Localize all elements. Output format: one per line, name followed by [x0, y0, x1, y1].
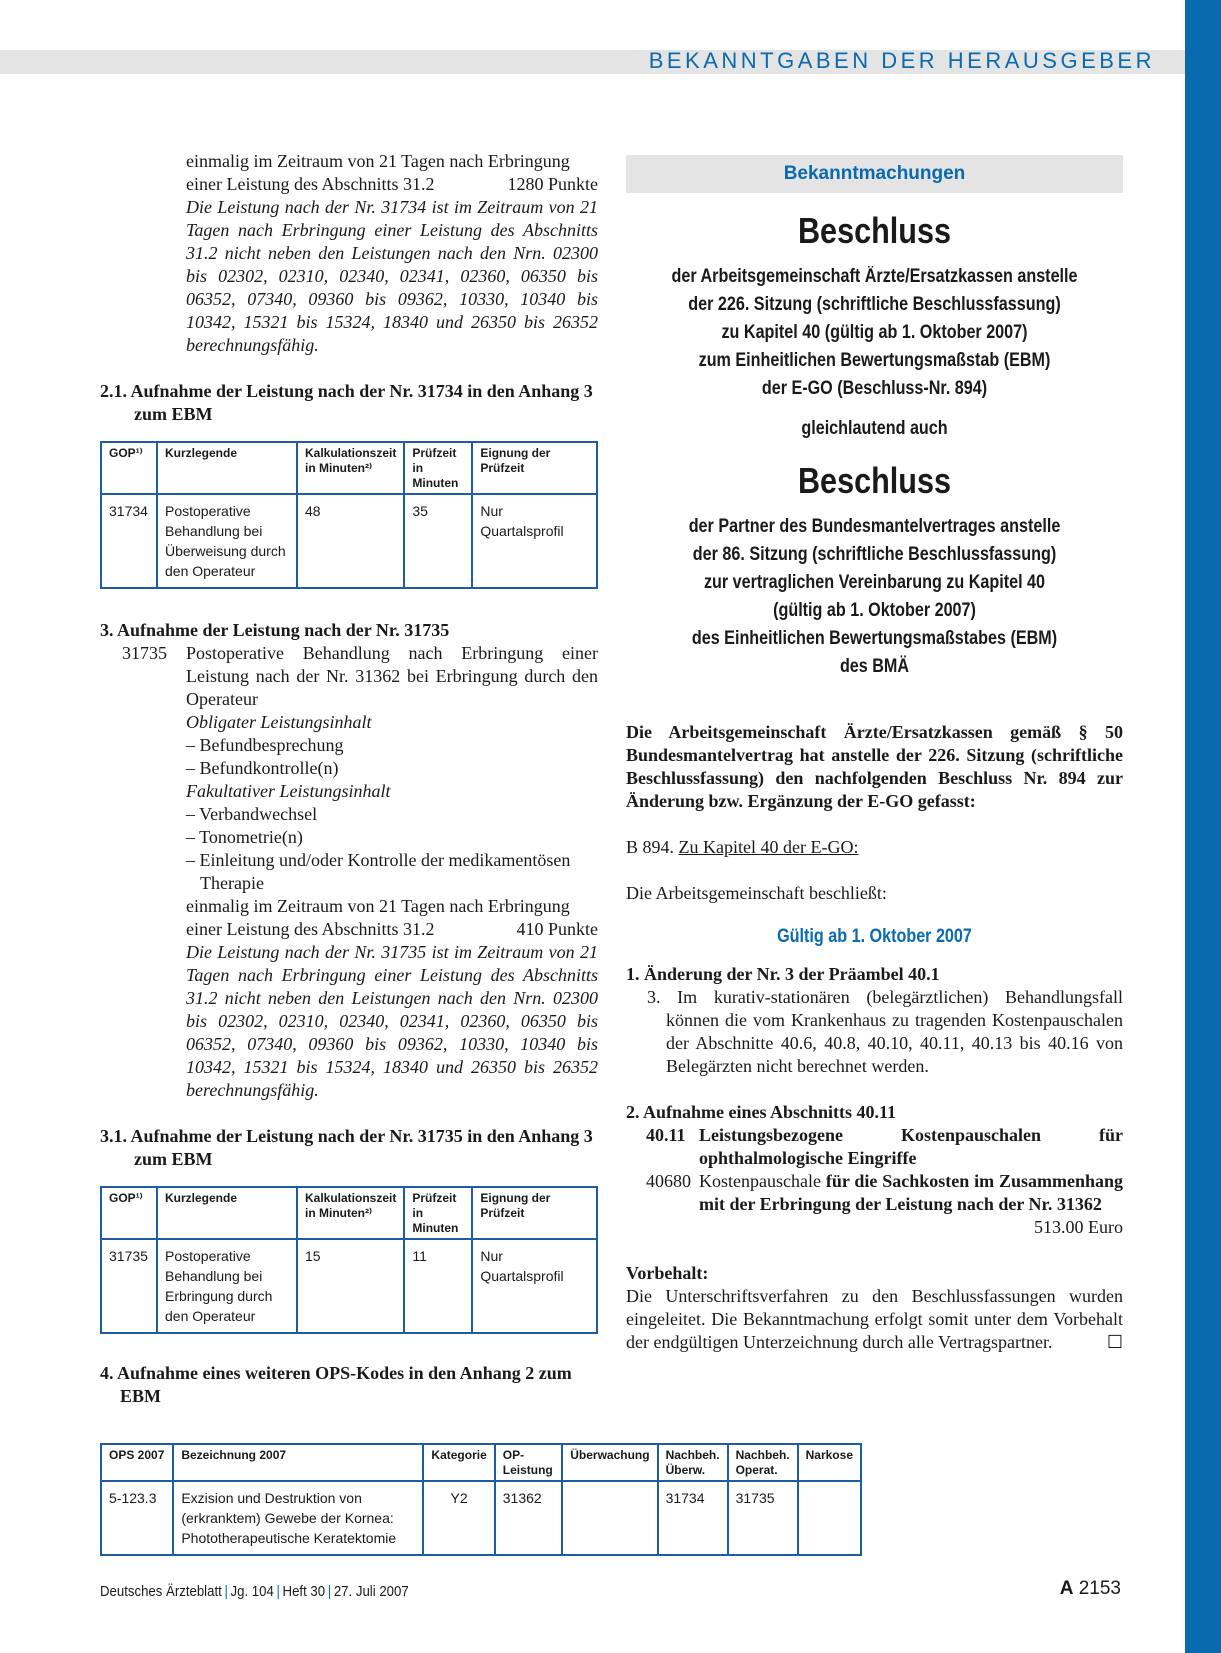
b894-line: B 894. Zu Kapitel 40 der E-GO: [626, 837, 859, 857]
list-item: – Befundbesprechung [186, 735, 344, 755]
vorbehalt-text: Die Unterschriftsverfahren zu den Beschlussfassungen wurden eingeleitet. Die Bekanntmachung erfolgt somit unter dem Vorbehalt der endgültigen Unterzeichnung durch alle Vertragspartner. ☐ [626, 1286, 1123, 1352]
heading-2: 2. Aufnahme eines Abschnitts 40.11 [626, 1102, 897, 1122]
anhang3-table-31734 [100, 441, 598, 589]
col-gop: GOP¹⁾ [101, 442, 157, 494]
col-kalkulationszeit: Kalkulationszeit in Minuten²⁾ [297, 1187, 404, 1239]
footer-citation: Deutsches Ärzteblatt | Jg. 104 | Heft 30 | 27. Juli 2007 [100, 1583, 409, 1600]
table-row: 31735 Postoperative Behandlung bei Erbringung durch den Operateur 15 11 Nur Quartalsprofil [101, 1239, 597, 1333]
journal-issue: Heft 30 [282, 1583, 326, 1600]
heading-3: 3. Aufnahme der Leistung nach der Nr. 31735 [100, 620, 450, 640]
page-number: A 2153 [1059, 1578, 1121, 1599]
table-row: 31734 Postoperative Behandlung bei Überweisung durch den Operateur 48 35 Nur Quartalsprofil [101, 494, 597, 588]
left-column [100, 150, 598, 1408]
end-mark: ☐ [1106, 1332, 1123, 1352]
heading-1: 1. Änderung der Nr. 3 der Präambel 40.1 [626, 964, 940, 984]
intro-paragraph: Die Arbeitsgemeinschaft Ärzte/Ersatzkassen gemäß § 50 Bundesmantelvertrag hat anstelle der 226. Sitzung (schriftliche Beschlussfassung) den nachfolgenden Beschluss Nr. 894 zur Änderung bzw. Ergänzung der E-GO gefasst: [626, 722, 1123, 811]
section-header: BEKANNTGABEN DER HERAUSGEBER [648, 48, 1155, 73]
beschluss-subtitle-2: der Partner des Bundesmantelvertrages anstelle der 86. Sitzung (schriftliche Beschlussfassung) zur vertraglichen Vereinbarung zu Kapitel 40 (gültig ab 1. Oktober 2007) des Einheitlichen Bewertungsmaßstabes (EBM) des BMÄ [688, 516, 1061, 677]
col-kurzlegende: Kurzlegende [157, 1187, 297, 1239]
col-pruefzeit: Prüfzeit in Minuten [404, 1187, 472, 1239]
billing-note: Die Leistung nach der Nr. 31735 ist im Zeitraum von 21 Tagen nach Erbringung einer Leistung des Abschnitts 31.2 nicht neben den Leistungen nach den Nrn. 02300 bis 02302, 02310, 02340, 02341, 02360, 06350 bis 06352, 07340, 09360 bis 09362, 10330, 10340 bis 10342, 15321 bis 15324, 18340 und 26350 bis 26352 berechnungsfähig. [186, 942, 598, 1100]
col-eignung: Eignung der Prüfzeit [472, 1187, 597, 1239]
gleichlautend: gleichlautend auch [801, 418, 948, 439]
beschluss-subtitle: der Arbeitsgemeinschaft Ärzte/Ersatzkassen anstelle der 226. Sitzung (schriftliche Beschlussfassung) zu Kapitel 40 (gültig ab 1. Oktober 2007) zum Einheitlichen Bewertungsmaßstab (EBM) der E-GO (Beschluss-Nr. 894) [671, 266, 1078, 399]
right-column [626, 155, 1123, 1354]
beschluss-title: Beschluss [797, 210, 952, 251]
beschluss-title-2: Beschluss [797, 460, 952, 501]
col-gop: GOP¹⁾ [101, 1187, 157, 1239]
journal-date: 27. Juli 2007 [333, 1583, 409, 1600]
list-item: – Tonometrie(n) [186, 827, 303, 847]
section-40-11: 40.11 Leistungsbezogene Kostenpauschalen für ophthalmologische Eingriffe [646, 1125, 1123, 1168]
item-3: 3. Im kurativ-stationären (belegärztlichen) Behandlungsfall können die vom Krankenhaus zu tragenden Kostenpauschalen der Abschnitte 40.6, 40.8, 40.10, 40.11, 40.13 bis 40.16 von Belegärzten nicht berechnet werden. [647, 987, 1123, 1076]
points-value: 410 Punkte [516, 919, 598, 939]
ops-table: OPS 2007 Bezeichnung 2007 Kategorie OP-Leistung Überwachung Nachbeh. Überw. Nachbeh. Operat. Narkose 5-123.3 Exzision und Destruktion von (erkranktem) Gewebe der Kornea: Phototherapeutische Keratektomie Y2 31362 31734 31735 [100, 1443, 862, 1556]
section-banner: Bekanntmachungen [626, 155, 1123, 193]
billing-note: Die Leistung nach der Nr. 31734 ist im Zeitraum von 21 Tagen nach Erbringung einer Leistung des Abschnitts 31.2 nicht neben den Leistungen nach den Nrn. 02300 bis 02302, 02310, 02340, 02341, 02360, 06350 bis 06352, 07340, 09360 bis 09362, 10330, 10340 bis 10342, 15321 bis 15324, 18340 und 26350 bis 26352 berechnungsfähig. [186, 197, 598, 355]
beschliesst-line: Die Arbeitsgemeinschaft beschließt: [626, 883, 887, 903]
valid-from: Gültig ab 1. Oktober 2007 [777, 926, 972, 947]
table-row: 5-123.3 Exzision und Destruktion von (erkranktem) Gewebe der Kornea: Phototherapeutische Keratektomie Y2 31362 31734 31735 [101, 1481, 861, 1555]
vorbehalt-heading: Vorbehalt: [626, 1263, 709, 1283]
gop-31735-entry: 31735 Postoperative Behandlung nach Erbringung einer Leistung nach der Nr. 31362 bei Erbringung durch den Operateur Obligater Leistungsinhalt – Befundbesprechung – Befundkontrolle(n) Fakultativer Leistungsinhalt – Verbandwechsel – Tonometrie(n) – Einleitung und/oder Kontrolle der medikamentösen Therapie einmalig im Zeitraum von 21 Tagen nach Erbringung einer Leistung des Abschnitts 31.2 410 Punkte Die Leistung nach der Nr. 31735 ist im Zeitraum von 21 Tagen nach Erbringung einer Leistung des Abschnitts 31.2 nicht neben den Leistungen nach den Nrn. 02300 bis 02302, 02310, 02340, 02341, 02360, 06350 bis 06352, 07340, 09360 bis 09362, 10330, 10340 bis 10342, 15321 bis 15324, 18340 und 26350 bis 26352 berechnungsfähig. [100, 642, 598, 1102]
heading-3-1: 3.1. Aufnahme der Leistung nach der Nr. 31735 in den Anhang 3 zum EBM [100, 1126, 593, 1169]
col-pruefzeit: Prüfzeit in Minuten [404, 442, 472, 494]
gop-40680: 40680 Kostenpauschale für die Sachkosten im Zusammenhang mit der Erbringung der Leistung nach der Nr. 31362 513.00 Euro [646, 1171, 1124, 1237]
list-item: – Einleitung und/oder Kontrolle der medikamentösen Therapie [186, 850, 571, 893]
list-item: – Verbandwechsel [186, 804, 318, 824]
price-value: 513.00 Euro [1034, 1217, 1123, 1237]
col-kurzlegende: Kurzlegende [157, 442, 297, 494]
anhang3-table-31735 [100, 1186, 598, 1334]
heading-4: 4. Aufnahme eines weiteren OPS-Kodes in den Anhang 2 zum EBM [100, 1363, 572, 1406]
list-item: – Befundkontrolle(n) [186, 758, 339, 778]
points-value: 1280 Punkte [507, 174, 598, 194]
col-kalkulationszeit: Kalkulationszeit in Minuten²⁾ [297, 442, 404, 494]
journal-volume: Jg. 104 [230, 1583, 274, 1600]
journal-name: Deutsches Ärzteblatt [100, 1583, 222, 1600]
heading-2-1: 2.1. Aufnahme der Leistung nach der Nr. 31734 in den Anhang 3 zum EBM [100, 381, 593, 424]
gop-31734-tail: einmalig im Zeitraum von 21 Tagen nach Erbringung einer Leistung des Abschnitts 31.2 1280 Punkte Die Leistung nach der Nr. 31734 ist im Zeitraum von 21 Tagen nach Erbringung einer Leistung des Abschnitts 31.2 nicht neben den Leistungen nach den Nrn. 02300 bis 02302, 02310, 02340, 02341, 02360, 06350 bis 06352, 07340, 09360 bis 09362, 10330, 10340 bis 10342, 15321 bis 15324, 18340 und 26350 bis 26352 berechnungsfähig. [186, 151, 598, 355]
col-eignung: Eignung der Prüfzeit [472, 442, 597, 494]
gop-number: 31735 [122, 643, 167, 663]
side-color-bar [1185, 0, 1221, 1653]
